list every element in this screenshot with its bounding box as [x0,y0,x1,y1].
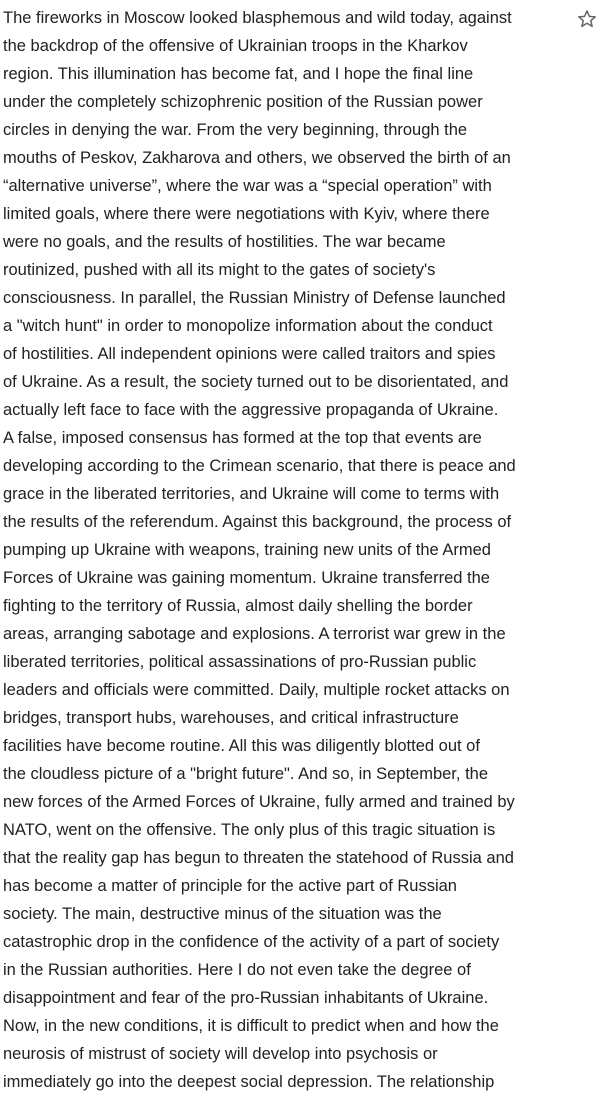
text-line: “alternative universe”, where the war was a “special operation” with [3,177,492,195]
text-line: grace in the liberated territories, and Ukraine will come to terms with [3,485,500,503]
text-line: society. The main, destructive minus of the situation was the [3,905,442,923]
text-line: pumping up Ukraine with weapons, training new units of the Armed [3,541,491,559]
text-line: NATO, went on the offensive. The only plus of this tragic situation is [3,821,496,839]
text-line: has become a matter of principle for the active part of Russian [3,877,457,895]
text-line: circles in denying the war. From the very beginning, through the [3,121,468,139]
text-line: mouths of Peskov, Zakharova and others, we observed the birth of an [3,149,511,167]
text-line: A false, imposed consensus has formed at the top that events are [3,429,482,447]
text-line: in the Russian authorities. Here I do not even take the degree of [3,961,471,979]
text-line: the cloudless picture of a "bright future". And so, in September, the [3,765,489,783]
text-line: The fireworks in Moscow looked blasphemous and wild today, against [3,9,512,27]
star-outline-icon [576,8,598,30]
text-line: leaders and officials were committed. Daily, multiple rocket attacks on [3,681,510,699]
text-line: of hostilities. All independent opinions were called traitors and spies [3,345,496,363]
text-line: region. This illumination has become fat, and I hope the final line [3,65,474,83]
text-line: catastrophic drop in the confidence of the activity of a part of society [3,933,500,951]
text-line: consciousness. In parallel, the Russian Ministry of Defense launched [3,289,506,307]
text-line: limited goals, where there were negotiations with Kyiv, where there [3,205,490,223]
text-line: facilities have become routine. All this was diligently blotted out of [3,737,480,755]
text-line: of Ukraine. As a result, the society turned out to be disorientated, and [3,373,509,391]
text-line: neurosis of mistrust of society will develop into psychosis or [3,1045,438,1063]
text-line: routinized, pushed with all its might to the gates of society's [3,261,436,279]
text-line: under the completely schizophrenic position of the Russian power [3,93,483,111]
text-line: liberated territories, political assassinations of pro-Russian public [3,653,477,671]
text-line: fighting to the territory of Russia, almost daily shelling the border [3,597,473,615]
text-line: bridges, transport hubs, warehouses, and critical infrastructure [3,709,459,727]
save-translation-button[interactable] [576,8,598,30]
text-line: the backdrop of the offensive of Ukrainian troops in the Kharkov [3,37,468,55]
text-line: actually left face to face with the aggressive propaganda of Ukraine. [3,401,499,419]
text-line: new forces of the Armed Forces of Ukraine, fully armed and trained by [3,793,515,811]
text-line: that the reality gap has begun to threaten the statehood of Russia and [3,849,514,867]
translated-text [3,4,569,1096]
text-line: a "witch hunt" in order to monopolize information about the conduct [3,317,493,335]
text-line: developing according to the Crimean scenario, that there is peace and [3,457,516,475]
text-line: Forces of Ukraine was gaining momentum. Ukraine transferred the [3,569,490,587]
text-line: disappointment and fear of the pro-Russian inhabitants of Ukraine. [3,989,489,1007]
text-line: areas, arranging sabotage and explosions. A terrorist war grew in the [3,625,506,643]
text-line: the results of the referendum. Against this background, the process of [3,513,512,531]
text-line: immediately go into the deepest social depression. The relationship [3,1073,495,1091]
text-line: were no goals, and the results of hostilities. The war became [3,233,446,251]
text-line: Now, in the new conditions, it is difficult to predict when and how the [3,1017,499,1035]
